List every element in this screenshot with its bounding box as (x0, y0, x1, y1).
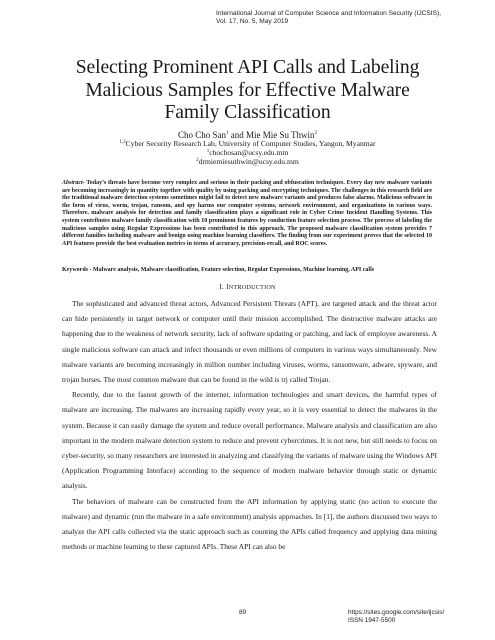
author-1-sup: 1 (225, 131, 229, 136)
email-2 (40, 158, 455, 167)
author-and: and (228, 130, 246, 140)
section-numeral: I. (219, 282, 225, 291)
title-line1: Selecting Prominent API Calls and Labeling (75, 57, 420, 78)
body-paragraph-2: Recently, due to the fastest growth of the internet, information technologies and smart devices, the harmful types of malware are increasing. The malwares are increasing rapidly every year, so it is very essential to detect the malwares in the system. Because it can easily damage the system and reduce overall performance. Malware analysis and classification are also important in the modern malware detection system to reduce and prevent cybercrimes. It is not new, but still needs to focus on cyber-security, so many researchers are interested in analyzing and classifying the variants of malware using the Windows API (Application Programming Interface) according to the sequence of modern malware behavior through static or dynamic analysis. (62, 390, 437, 491)
author-2-name: Mie Mie Su Thwin (245, 130, 315, 140)
page-number: 89 (239, 609, 247, 616)
title-line3: Family Classification (164, 102, 331, 123)
body-paragraph-1: The sophisticated and advanced threat actors, Advanced Persistent Threats (APT), are targeted attack and the threat actor can hide persistently in target network or computer until their mission accomplished. The destructive malware attacks are happening due to the weakness of network security, lack of software updating or patching, and lack of employee awareness. A single malicious software can attack and infect thousands or even millions of computers in various ways simultaneously. New malware variants are becoming increasingly in million number including viruses, worms, ransomware, adware, spyware, and trojan horses. The most common malware that can be found in the wild is trj called Trojan. (62, 299, 437, 385)
paper-title (40, 57, 455, 125)
section-title-rest: NTRODUCTION (228, 284, 276, 291)
affiliation-sup: 1,2 (119, 140, 126, 145)
keywords-label: Keywords (62, 267, 88, 273)
abstract-text: Today’s threats have become very complex and serious in their packing and obfuscation techniques. Every day new malware variants are becoming increasingly in quantity together with quality by using packing and encrypting techniques. The challenges in this research field are the traditional malware detection systems sometimes might fail to detect new malware variants and produces false alarms. Malicious software in the form of virus, worm, trojan, ransom, and spy harms our computer systems, network environment, and organizations in various ways. Therefore, malware analysis for detection and family classification plays a significant role in Cyber Crime Incident Handling Systems. This system contributes malware family classification with 10 prominent features by conduction feature selection process. The process of labeling the malicious samples using Regular Expressions has been contributed in this approach. The proposed malware classification system provides 7 different families including malware and benign using machine learning classifiers. The finding from our experiment proves that the selected 10 API features provide the best evaluation metrics in terms of accuracy, precision-recall, and ROC scores. (62, 180, 432, 247)
abstract-label: Abstract- (62, 180, 85, 186)
footer-info (348, 609, 488, 625)
body-text (62, 296, 437, 554)
journal-url-link[interactable]: https://sites.google.com/site/ijcsis/ (348, 609, 445, 616)
section-first-letter: I (226, 282, 229, 291)
keywords-text: - Malware analysis, Malware classification, Feature selection, Regular Expressions, Machine learning, API calls (88, 267, 375, 273)
author-block (40, 130, 455, 166)
keywords (62, 267, 432, 275)
body-paragraph-3: The behaviors of malware can be constructed from the API information by applying static (no action to execute the malware) and dynamic (run the malware in a safe environment) analysis approaches. In [1], the authors discussed two ways to analyze the API calls collected via the static approach such as counting the APIs called frequency and applying data mining methods or machine learning to these captured APIs. These API can also be (62, 496, 437, 552)
email-1-text: chochosan@ucsy.edu.mm (209, 147, 289, 157)
abstract (62, 180, 432, 248)
affiliation-text: Cyber Security Research Lab, University of Computer Studies, Yangon, Myanmar (125, 139, 376, 148)
journal-header (216, 10, 486, 26)
email-1-sup: 1 (206, 148, 210, 154)
journal-header-line2: Vol. 17, No. 5, May 2019 (216, 18, 289, 25)
issn: ISSN 1947-5500 (348, 617, 396, 624)
section-heading-introduction (0, 282, 495, 292)
author-1-name: Cho Cho San (177, 130, 226, 140)
email-2-sup: 2 (196, 157, 199, 163)
journal-header-line1: International Journal of Computer Science and Information Security (IJCSIS), (216, 10, 442, 17)
email-2-text: drmiemiesuthwin@ucsy.edu.mm (198, 156, 299, 166)
title-line2: Malicious Samples for Effective Malware (85, 79, 410, 101)
author-2-sup: 2 (314, 131, 318, 136)
